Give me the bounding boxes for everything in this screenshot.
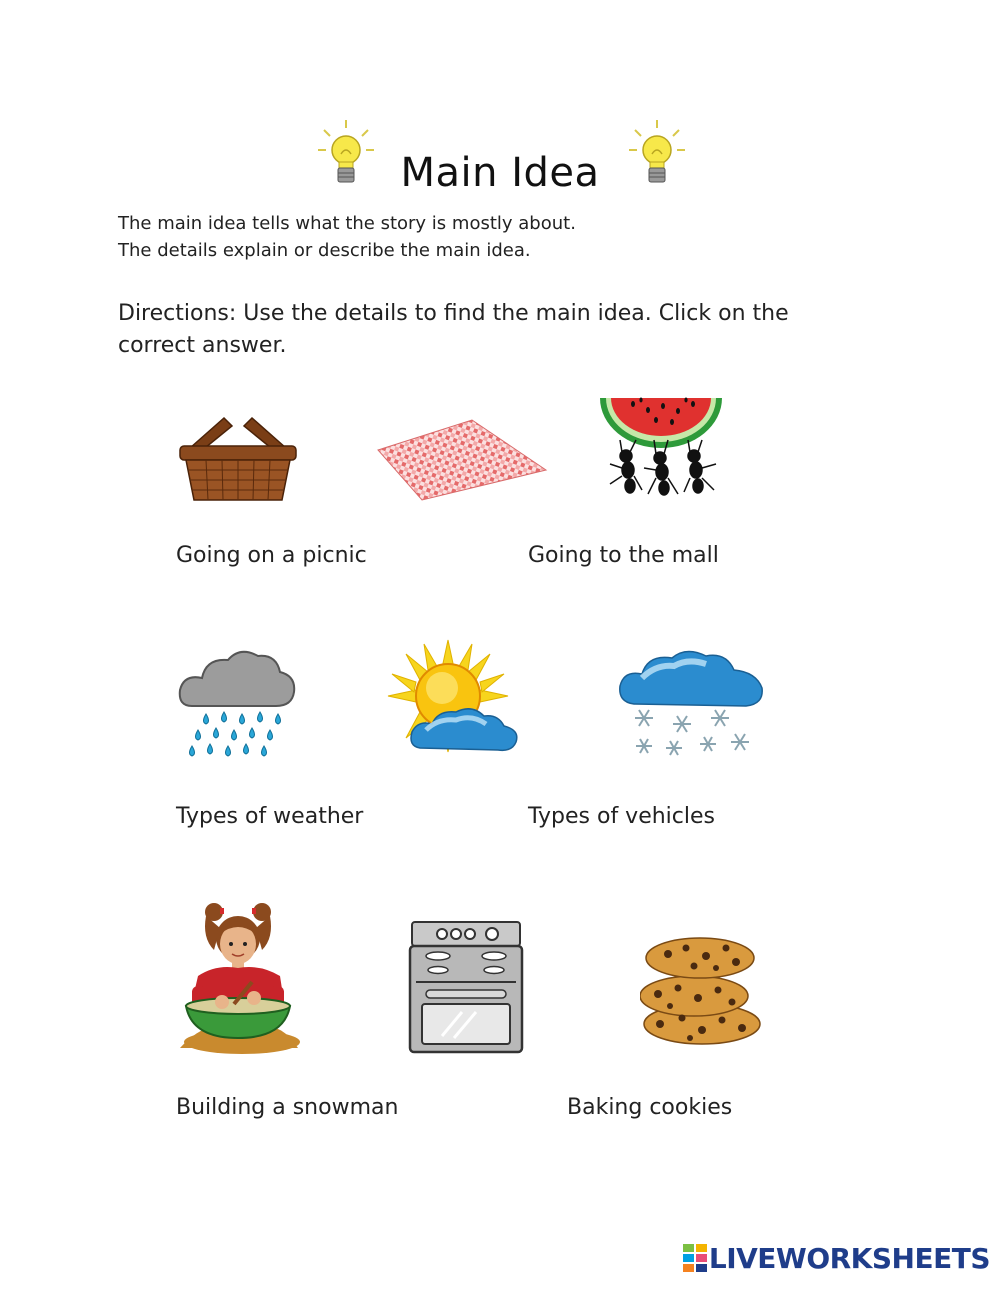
oven-image [406, 918, 526, 1060]
picnic-basket-image [176, 412, 300, 508]
answer-option-2a[interactable]: Types of weather [176, 804, 364, 829]
intro-line-2: The details explain or describe the main idea. [118, 240, 531, 261]
checkered-blanket-image [376, 418, 548, 508]
snow-cloud-image [616, 648, 766, 764]
rain-cloud-image [176, 644, 298, 770]
intro-line-1: The main idea tells what the story is mostly about. [118, 213, 576, 234]
answer-option-3b[interactable]: Baking cookies [567, 1095, 733, 1120]
answer-option-2b[interactable]: Types of vehicles [528, 804, 715, 829]
logo-blocks-icon [683, 1244, 707, 1272]
brand-name: LIVEWORKSHEETS [708, 1241, 990, 1275]
liveworksheets-logo [683, 1243, 990, 1273]
ants-watermelon-image [598, 394, 724, 506]
cookies-image [640, 934, 762, 1052]
answer-option-3a[interactable]: Building a snowman [176, 1095, 399, 1120]
page-title: Main Idea [400, 150, 600, 196]
answer-option-1a[interactable]: Going on a picnic [176, 543, 367, 568]
girl-mixing-bowl-image [176, 898, 302, 1062]
sun-cloud-image [386, 638, 522, 768]
answer-option-1b[interactable]: Going to the mall [528, 543, 719, 568]
directions: Directions: Use the details to find the main idea. Click on the correct answer. [118, 301, 789, 358]
